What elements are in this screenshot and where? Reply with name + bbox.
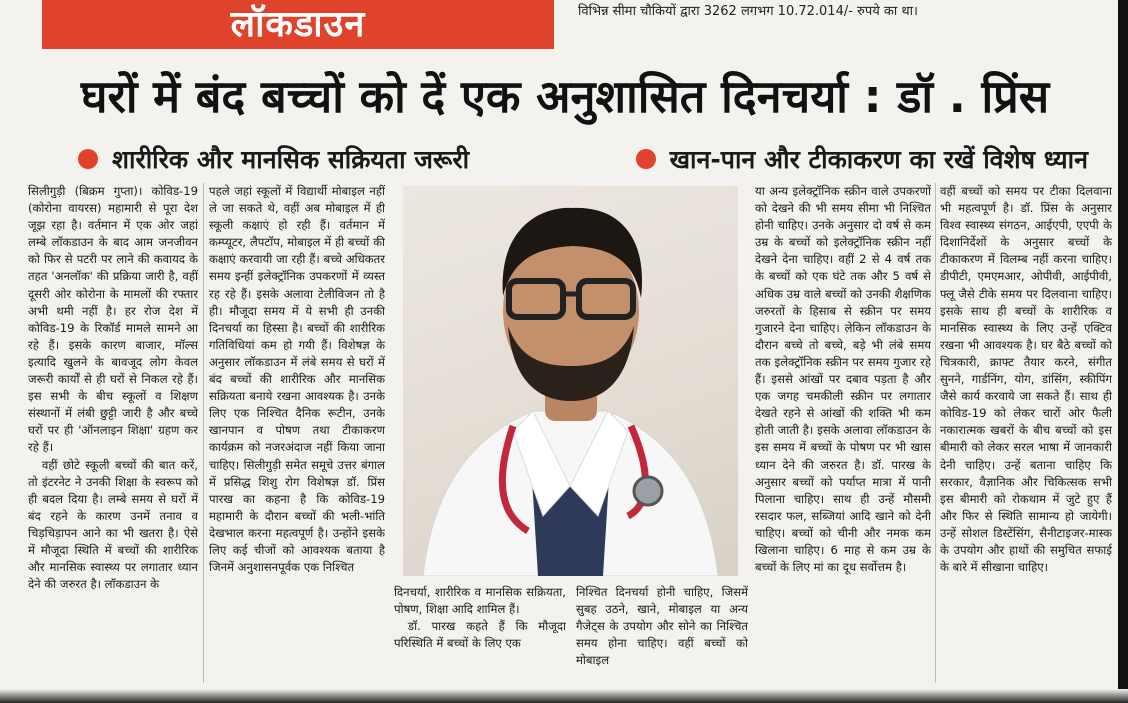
subheadings	[78, 140, 1088, 178]
paragraph: सिलीगुड़ी (बिक्रम गुप्ता)। कोविड-19 (कोरोना वायरस) महामारी से पूरा देश जूझ रहा है। वर्तमान में एक ओर जहां लम्बे लॉकडाउन के बाद आम जनजीवन को फिर से पटरी पर लाने की कवायद के तहत 'अनलॉक' की प्रक्रिया जारी है, वहीं दूसरी ओर कोरोना के मामलों की रफ्तार अभी थमी नहीं है। हर रोज देश में कोविड-19 के रिकॉर्ड मामले सामने आ रहे हैं। इसके कारण बाजार, मॉल्स इत्यादि खुलने के बावजूद लोग केवल जरूरी कार्यों से ही घरों से निकल रहे हैं। इस सभी के बीच स्कूलों व शिक्षण संस्थानों में लंबी छुट्टी जारी है और बच्चे घरों पर ही 'ऑनलाइन शिक्षा' ग्रहण कर रहे हैं।	[28, 184, 198, 455]
paragraph: निश्चित दिनचर्या होनी चाहिए, जिसमें सुबह उठने, खाने, मोबाइल या अन्य गैजेट्स के उपयोग और सोने का निश्चित समय होना चाहिए। वहीं बच्चों को मोबाइल	[576, 585, 748, 668]
page-bottom-shadow	[0, 689, 1128, 703]
article-column-3b	[576, 584, 748, 684]
article-column-5	[940, 183, 1112, 683]
doctor-photo	[403, 186, 738, 576]
subheading-1	[78, 142, 469, 176]
subheading-2	[636, 142, 1088, 176]
paragraph: दिनचर्या, शारीरिक व मानसिक सक्रियता, पोषण, शिक्षा आदि शामिल हैं।	[394, 585, 566, 617]
subheading-1-text: शारीरिक और मानसिक सक्रियता जरूरी	[112, 145, 470, 174]
subheading-2-text: खान-पान और टीकाकरण का रखें विशेष ध्यान	[669, 145, 1088, 174]
previous-article-snippet	[572, 0, 1118, 26]
column-divider	[935, 183, 936, 683]
page-edge	[1118, 0, 1128, 703]
article-column-2	[209, 183, 385, 683]
column-divider	[203, 183, 204, 683]
bullet-icon	[636, 149, 656, 169]
doctor-portrait-icon	[403, 186, 738, 576]
article-column-1	[28, 183, 198, 683]
paragraph: डॉ. पारख कहते हैं कि मौजूदा परिस्थिति में बच्चों के लिए एक	[394, 619, 566, 651]
article-column-3a	[394, 584, 566, 684]
paragraph: वहीं छोटे स्कूली बच्चों की बात करें, तो इंटरनेट ने उनकी शिक्षा के स्वरूप को ही बदल दिया है। लम्बे समय से घरों में बंद रहने के कारण उनमें तनाव व चिड़चिड़ापन आने का भी खतरा है। ऐसे में मौजूदा स्थिति में बच्चों की शारीरिक और मानसिक स्वास्थ्य पर लगातार ध्यान देने की जरुरत है। लॉकडाउन के	[28, 457, 198, 592]
headline: घरों में बंद बच्चों को दें एक अनुशासित दिनचर्या : डॉ . प्रिंस	[80, 70, 1050, 123]
bullet-icon	[78, 149, 98, 169]
paragraph: वहीं बच्चों को समय पर टीका दिलवाना भी महत्वपूर्ण है। डॉ. प्रिंस के अनुसार विश्व स्वास्थ्य संगठन, आईएपी, एएपी के दिशानिर्देशों के अनुसार बच्चों के टीकाकरण में विलम्ब नहीं करना चाहिए। डीपीटी, एमएमआर, ओपीवी, आईपीवी, फ्लू जैसे टीके समय पर दिलवाना चाहिए। इसके साथ ही बच्चों के शारीरिक व मानसिक स्वास्थ्य के लिए उन्हें एक्टिव रखना भी आवश्यक है। घर बैठे बच्चों को चित्रकारी, क्राफ्ट तैयार करने, संगीत सुनने, गार्डनिंग, योग, डांसिंग, स्कीपिंग जैसे कार्य करवाये जा सकते हैं। साथ ही कोविड-19 को लेकर चारों ओर फैली नकारात्मक खबरों के बीच बच्चों को इस बीमारी को लेकर सरल भाषा में जानकारी देनी चाहिए। उन्हें बताना चाहिए कि सरकार, वैज्ञानिक और चिकित्सक सभी इस बीमारी को रोकथाम में जुटे हुए हैं और फिर से स्थिति सामान्य हो जायेगी। उन्हें सोशल डिस्टेंसिंग, सैनीटाइजर-मास्क के उपयोग और हाथों की समुचित सफाई के बारे में सीखाना चाहिए।	[940, 184, 1112, 575]
section-kicker: लॉकडाउन	[42, 0, 554, 49]
previous-article-text: विभिन्न सीमा चौकियों द्वारा 3262 लगभग 10.72.014/- रुपये का था।	[578, 4, 918, 19]
paragraph: या अन्य इलेक्ट्रॉनिक स्क्रीन वाले उपकरणों को देखने की भी समय सीमा भी निश्चित होनी चाहिए। उनके अनुसार दो वर्ष से कम उम्र के बच्चों को इलेक्ट्रॉनिक स्क्रीन नहीं देखने देना चाहिए। वहीं 2 से 4 वर्ष तक के बच्चों को एक घंटे तक और 5 वर्ष से अधिक उम्र वाले बच्चों को उनकी शैक्षणिक जरुरतों के हिसाब से स्क्रीन पर समय गुजारने देना चाहिए। लेकिन लॉकडाउन के दौरान बच्चे तो बच्चे, बड़े भी लंबे समय तक इलेक्ट्रॉनिक स्क्रीन पर समय गुजार रहे हैं। इससे आंखों पर दबाव पड़ता है और एक जगह चमकीली स्क्रीन पर लगातार देखते रहने से आंखों की शक्ति भी कम होती जाती है। इसके अलावा लॉकडाउन के इस समय में बच्चों के पोषण पर भी खास ध्यान देने की जरुरत है। डॉ. पारख के अनुसार बच्चों को पर्याप्त मात्रा में पानी पिलाना चाहिए। साथ ही उन्हें मौसमी रसदार फल, सब्जियां आदि खाने को देनी चाहिए। बच्चों को चीनी और नमक कम खिलाना चाहिए। 6 माह से कम उम्र के बच्चों के लिए मां का दूध सर्वोत्तम है।	[755, 184, 931, 575]
paragraph: पहले जहां स्कूलों में विद्यार्थी मोबाइल नहीं ले जा सकते थे, वहीं अब मोबाइल में ही स्कूली कक्षाएं हो रही हैं। वर्तमान में कम्प्यूटर, लैपटॉप, मोबाइल में ही बच्चों की कक्षाएं करवायी जा रही हैं। बच्चे अधिकतर समय इन्हीं इलेक्ट्रॉनिक उपकरणों में व्यस्त रह रहे हैं। इसके अलावा टेलीविजन तो है ही। मौजूदा समय में ये सभी ही उनकी दिनचर्या का हिस्सा है। बच्चों की शारीरिक गतिविधियां कम हो गयी हैं। विशेषज्ञ के अनुसार लॉकडाउन में लंबे समय से घरों में बंद बच्चों की शारीरिक और मानसिक सक्रियता बनाये रखना आवश्यक है। उनके लिए एक निश्चित दैनिक रूटीन, उनके खानपान व पोषण तथा टीकाकरण कार्यक्रम को नजरअंदाज नहीं किया जाना चाहिए। सिलीगुड़ी समेत समूचे उत्तर बंगाल में प्रसिद्ध शिशु रोग विशेषज्ञ डॉ. प्रिंस पारख का कहना है कि कोविड-19 महामारी के दौरान बच्चों की भली-भांति देखभाल करना महत्वपूर्ण है। उन्होंने इसके लिए कई चीजों को आवश्यक बताया है जिनमें अनुशासनपूर्वक एक निश्चित	[209, 184, 385, 575]
article-column-4	[755, 183, 931, 683]
